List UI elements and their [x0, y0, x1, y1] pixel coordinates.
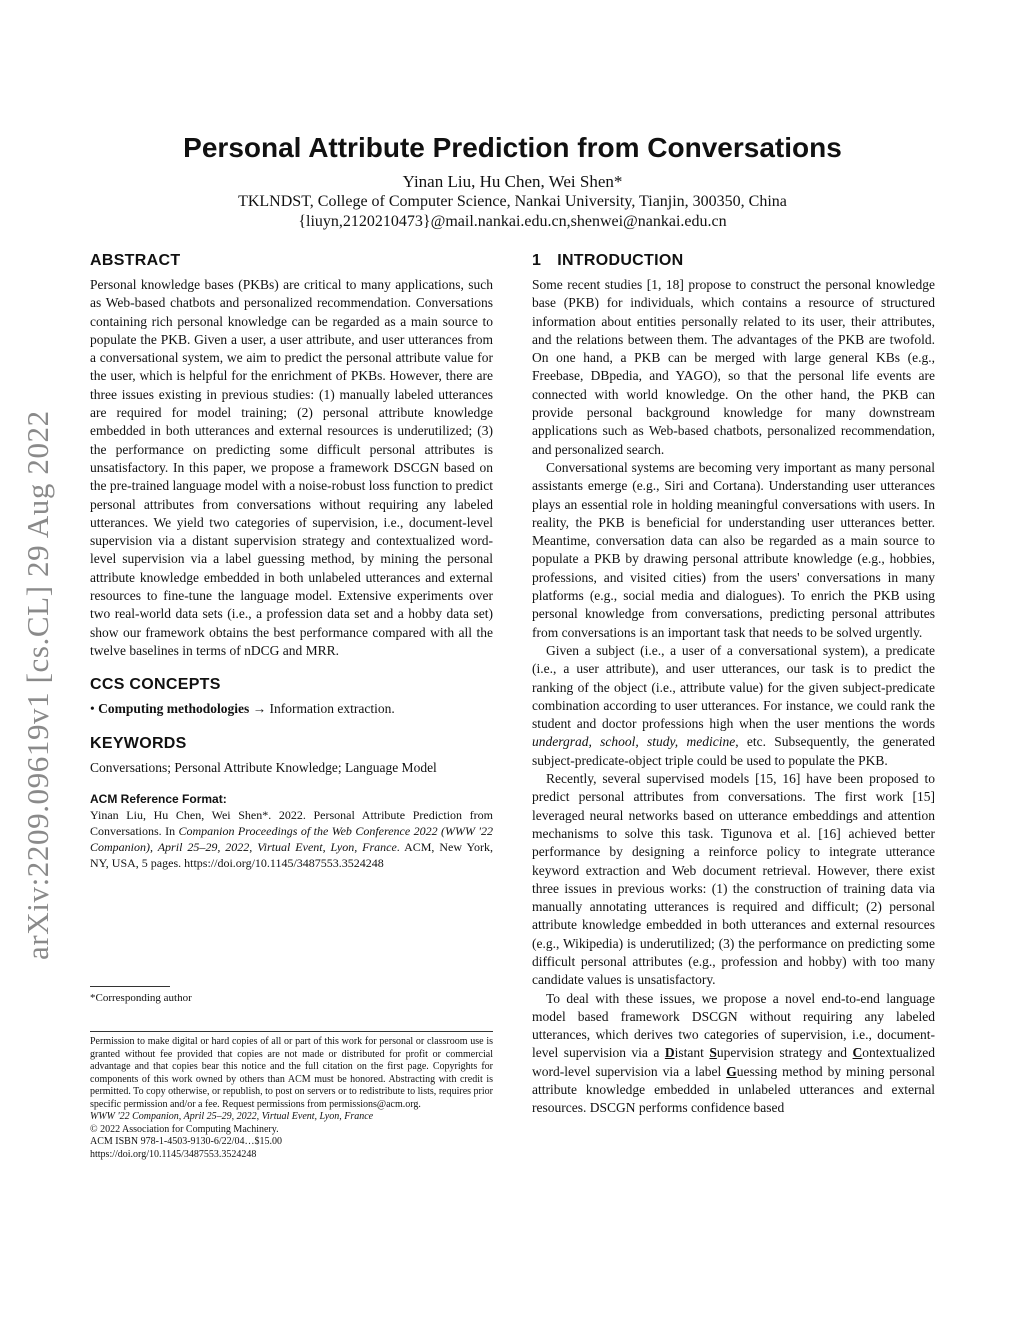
section-number: 1 [532, 252, 542, 269]
ccs-rest: Information extraction. [269, 701, 395, 717]
right-column [532, 250, 935, 1118]
intro-p3-a: Given a subject (i.e., a user of a conversational system), a predicate (i.e., a user attribute), and user utterances, our task is to predict the ranking of the object (i.e., attribute value) for the given subject-predicate combination according to user utterances. For instance, we could rank the student and doctor professions high when the user mentions the words [532, 642, 935, 732]
acm-reference-heading: ACM Reference Format: [90, 791, 227, 806]
intro-paragraph-5 [532, 990, 935, 1118]
acm-reference-part1: Yinan Liu, Hu Chen, Wei Shen*. 2022. Personal Attribute Prediction from Conversations. In [90, 807, 493, 838]
intro-p5-g: G [726, 1063, 737, 1079]
intro-p5-istant: istant [674, 1045, 710, 1061]
acm-reference-part2: . ACM, New York, NY, USA, 5 pages. https://doi.org/10.1145/3487553.3524248 [90, 839, 493, 870]
intro-p5-c: C [852, 1045, 863, 1061]
paper-affiliation: TKLNDST, College of Computer Science, Nankai University, Tianjin, 300350, China [238, 193, 787, 210]
title-block [90, 130, 935, 232]
permission-venue: WWW '22 Companion, April 25–29, 2022, Virtual Event, Lyon, France [90, 1111, 374, 1122]
ccs-bullet: • [90, 701, 95, 717]
permission-block [90, 1036, 493, 1161]
ccs-arrow: → [252, 701, 267, 717]
acm-reference-text [90, 807, 493, 871]
keywords-heading: KEYWORDS [90, 734, 187, 752]
intro-p3-words: undergrad, school, study, medicine [532, 734, 736, 750]
intro-p5-s: S [709, 1045, 717, 1061]
permission-isbn: ACM ISBN 978-1-4503-9130-6/22/04…$15.00 [90, 1136, 282, 1147]
keywords-text: Conversations; Personal Attribute Knowledge; Language Model [90, 759, 437, 775]
abstract-heading: ABSTRACT [90, 252, 181, 269]
footnote-corresponding-author: *Corresponding author [90, 992, 192, 1004]
intro-paragraph-2: Conversational systems are becoming very important as many personal assistants emerge (e.g., Siri and Cortana). Understanding user utterances plays an essential role in holding meaningful conversations with users. In reality, the PKB is beneficial for understanding user utterances better. Meantime, conversation data can also be regarded as a main source to populate a PKB by drawing personal attribute knowledge (e.g., hobbies, professions, and visited cities) from the users' conversations in many platforms (e.g., social media and dialogues). To enrich the PKB using personal knowledge from conversations, predicting personal attributes from conversations is an important task that needs to be solved urgently. [532, 459, 935, 640]
ccs-heading: CCS CONCEPTS [90, 676, 221, 694]
paper-emails: {liuyn,2120210473}@mail.nankai.edu.cn,shenwei@nankai.edu.cn [298, 213, 727, 230]
intro-p5-uessing: uessing method by mining personal attribute knowledge embedded in unlabeled utterances and external resources. DSCGN performs confidence based [532, 1063, 935, 1116]
intro-paragraph-4: Recently, several supervised models [15, 16] have been proposed to predict personal attributes from conversations. The first work [15] leveraged neural networks based on utterance embeddings and attention mechanisms to solve this task. Tigunova et al. [16] achieved better performance by designing a reinforce policy to integrate utterance keyword extraction and Web document retrieval. However, there exist three issues in previous works: (1) the construction of training data via manually annotating utterances is required and difficult; (2) personal attribute knowledge embedded in both utterances and external resources (e.g., Wikipedia) is underutilized; (3) the performance on predicting some difficult personal attributes (e.g., profession and hobby) with too many candidate values is unsatisfactory. [532, 771, 935, 988]
acm-reference-venue: Companion Proceedings of the Web Conference 2022 (WWW '22 Companion), April 25–29, 2022, Virtual Event, Lyon, France [90, 823, 493, 854]
permission-copyright: © 2022 Association for Computing Machinery. [90, 1123, 279, 1135]
permission-doi: https://doi.org/10.1145/3487553.3524248 [90, 1148, 257, 1160]
intro-p5-ontext: ontextualized word-level supervision via a label [532, 1045, 936, 1079]
intro-paragraph-1: Some recent studies [1, 18] propose to construct the personal knowledge base (PKB) for individuals, which contains a resource of structured information about entities personally related to its user, their attributes, and the relations between them. The advantages of the PKB are twofold. On one hand, a PKB can be merged with large general KBs (e.g., Freebase, DBpedia, and YAGO), so that the personal life events are connected with world knowledge. On the other hand, the PKB can provide personal background knowledge for many downstream applications such as Web-based chatbots, personalized recommendation, and personalized search. [532, 277, 935, 457]
intro-p5-d: D [664, 1045, 675, 1061]
ccs-concepts [90, 700, 493, 718]
arxiv-identifier: arXiv:2209.09619v1 [cs.CL] 29 Aug 2022 [20, 410, 55, 960]
left-column [90, 250, 493, 871]
intro-p5-a: To deal with these issues, we propose a novel end-to-end language model based framework DSCGN without requiring any labeled utterances, which derives two categories of supervision, i.e., document-level supervision via a [532, 990, 935, 1061]
footnote-rule [90, 986, 170, 987]
abstract-text: Personal knowledge bases (PKBs) are critical to many applications, such as Web-based chatbots and personalized recommendation. Conversations containing rich personal knowledge can be regarded as a main source to populate the PKB. Given a user, a user attribute, and user utterances from a conversational system, we aim to predict the personal attribute value for the user, which is helpful for the enrichment of PKBs. However, there are three issues existing in previous studies: (1) manually labeled utterances are required for model training; (2) personal attribute knowledge embedded in both utterances and external resources is underutilized; (3) the performance on predicting some difficult personal attributes is unsatisfactory. In this paper, we propose a framework DSCGN based on the pre-trained language model with a noise-robust loss function to predict personal attributes from conversations without requiring any labeled utterances. We yield two categories of supervision, i.e., document-level supervision via a distant supervision strategy and contextualized word-level supervision via a label guessing method, by mining the personal attribute knowledge embedded in both unlabeled utterances and external resources to fine-tune the language model. Extensive experiments over two real-world data sets (i.e., a profession data set and a hobby data set) show our framework obtains the best performance compared with all the twelve baselines in terms of nDCG and MRR. [90, 277, 493, 658]
intro-p5-upervision: upervision strategy and [716, 1045, 853, 1061]
ccs-term: Computing methodologies [98, 701, 250, 717]
permission-rule [90, 1031, 493, 1032]
introduction-heading [532, 250, 935, 272]
intro-p3-b: , etc. Subsequently, the generated subject-predicate-object triple could be used to populate the PKB. [532, 734, 935, 768]
paper-title: Personal Attribute Prediction from Conversations [183, 132, 842, 163]
paper-authors: Yinan Liu, Hu Chen, Wei Shen* [402, 172, 623, 191]
intro-paragraph-3 [532, 642, 935, 770]
permission-text: Permission to make digital or hard copies of all or part of this work for personal or classroom use is granted without fee provided that copies are not made or distributed for profit or commercial advantage and that copies bear this notice and the full citation on the first page. Copyrights for components of this work owned by others than ACM must be honored. Abstracting with credit is permitted. To copy otherwise, or republish, to post on servers or to redistribute to lists, requires prior specific permission and/or a fee. Request permissions from permissions@acm.org. [90, 1036, 493, 1110]
section-title: INTRODUCTION [557, 252, 684, 269]
